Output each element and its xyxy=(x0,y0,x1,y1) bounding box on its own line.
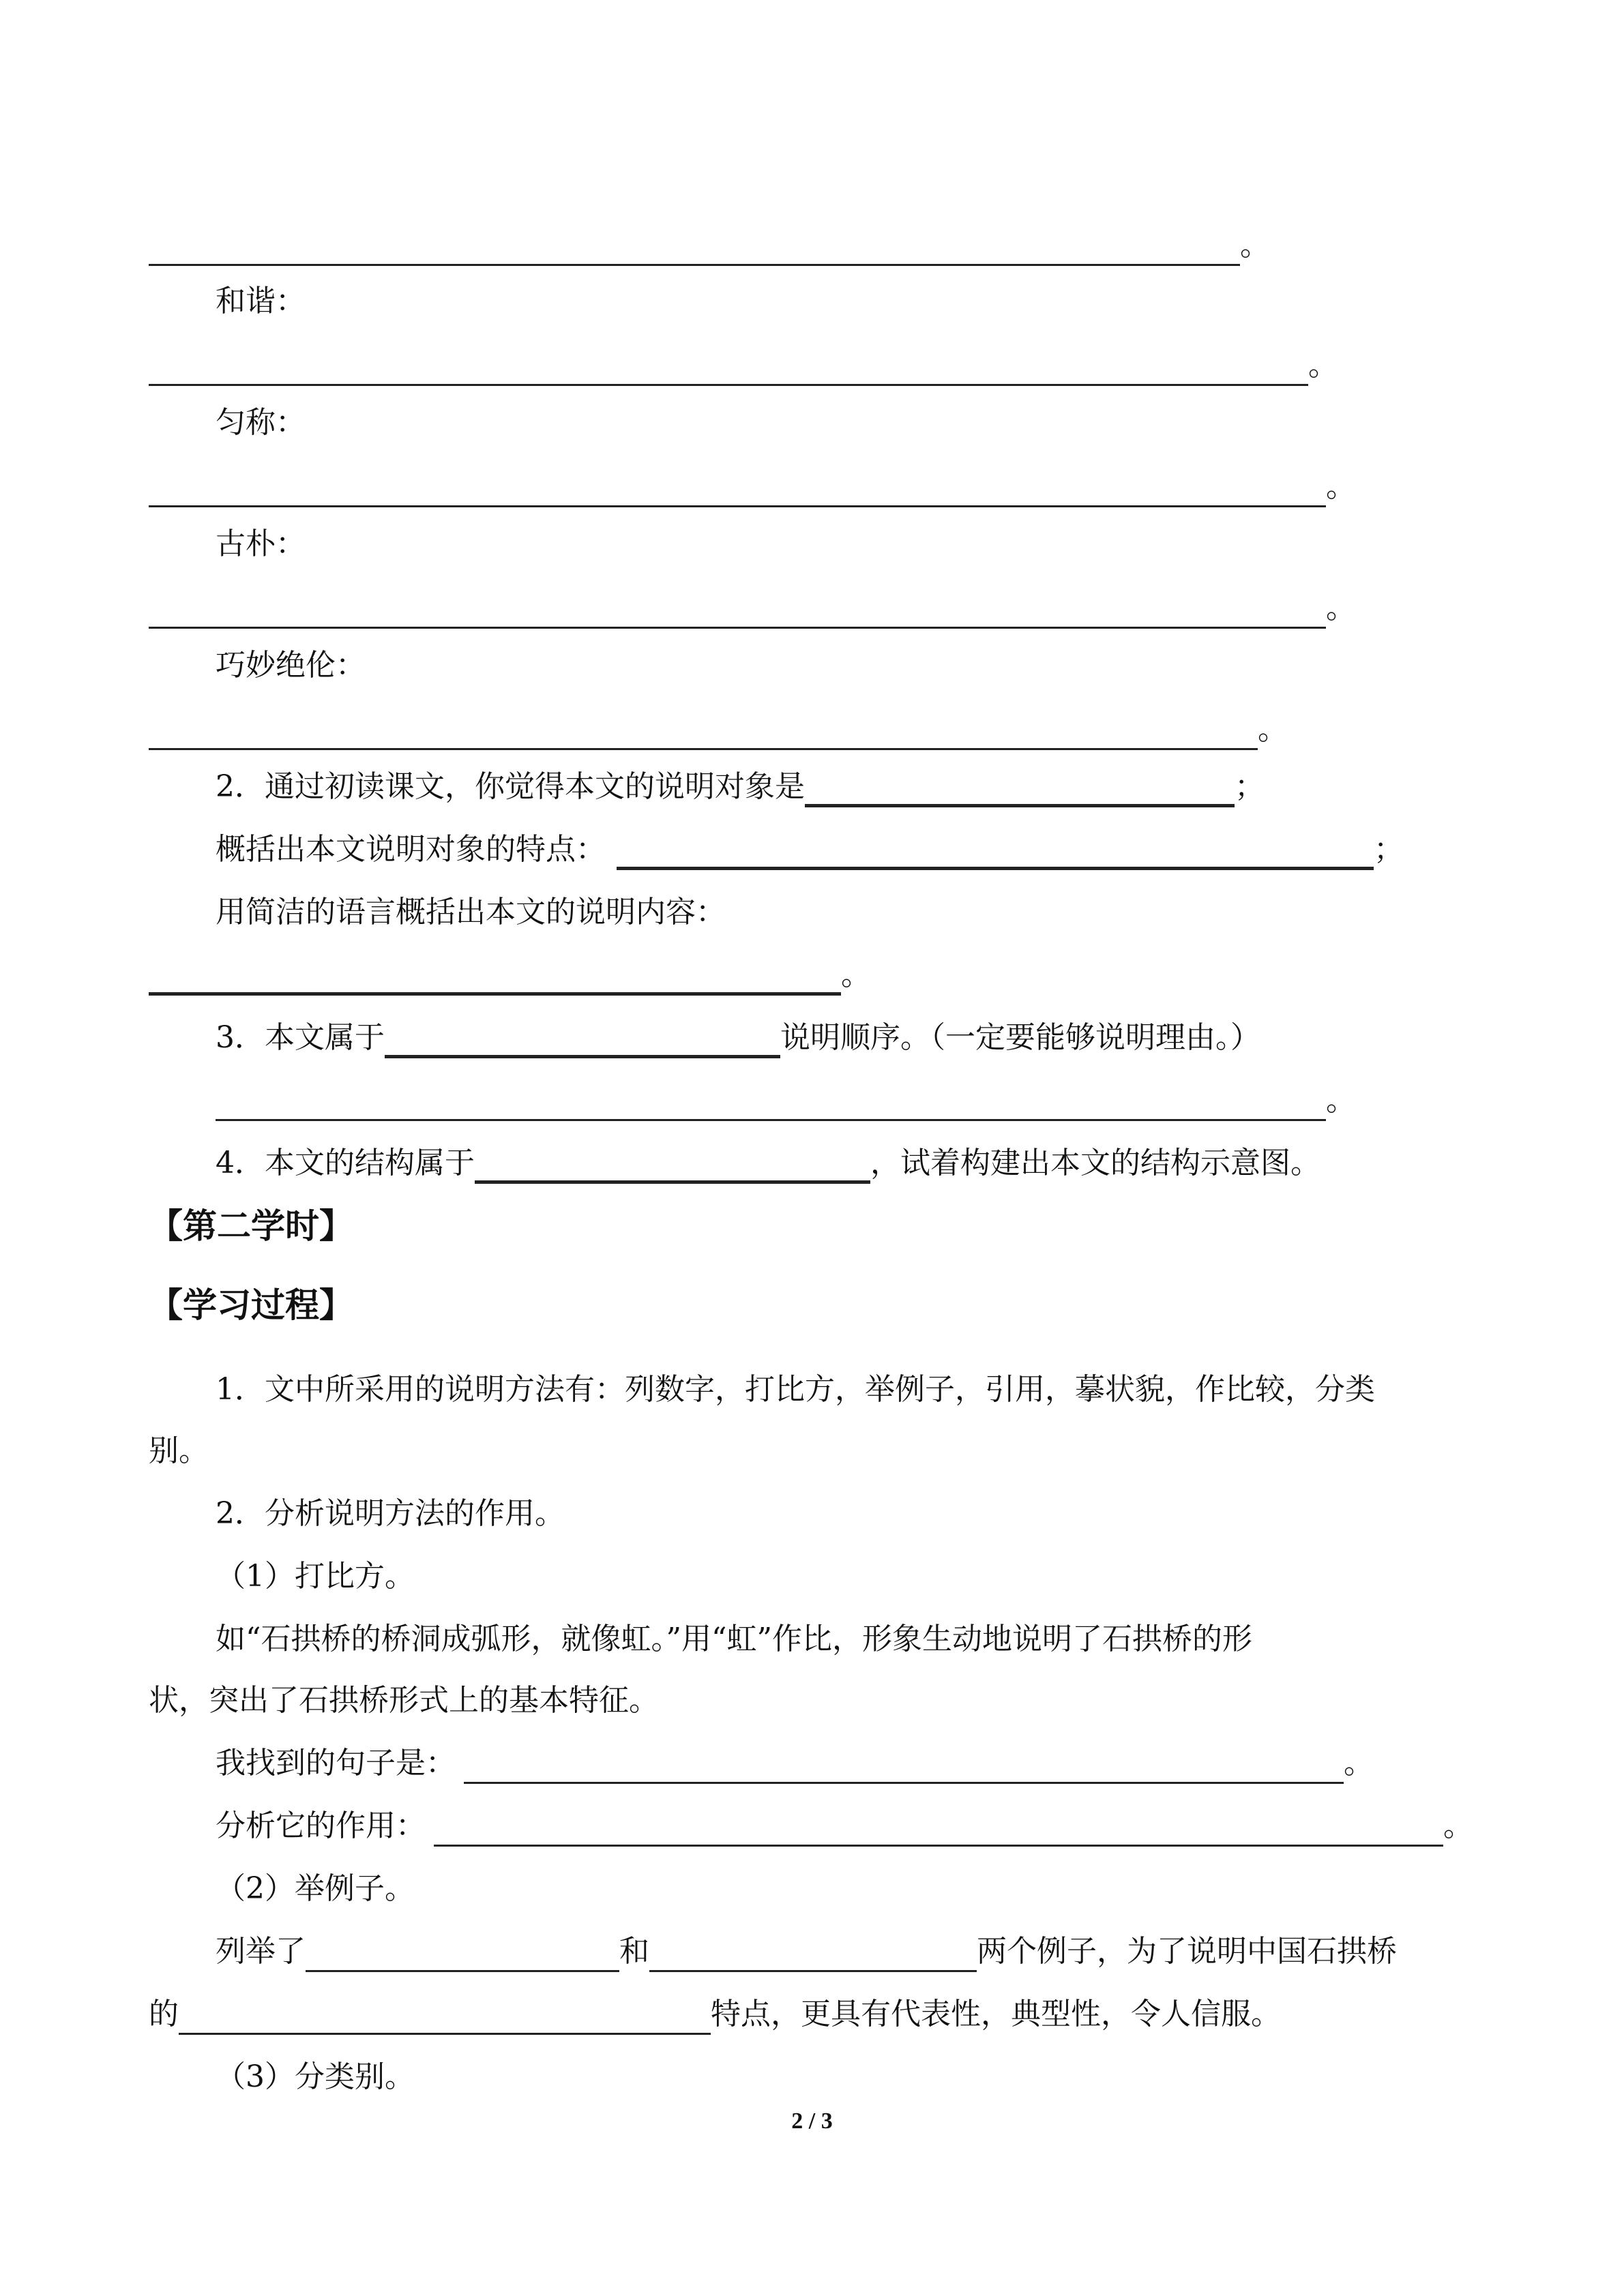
blank[interactable] xyxy=(216,1089,1326,1121)
section-heading: 【学习过程】 xyxy=(149,1285,353,1325)
question-2-content: 用简洁的语言概括出本文的说明内容： xyxy=(216,895,726,929)
answer-line: 。 xyxy=(216,1072,1356,1121)
question-3: 3．本文属于 说明顺序。（一定要能够说明理由。） xyxy=(216,1009,1260,1058)
blank[interactable] xyxy=(149,475,1326,507)
term-label: 古朴： xyxy=(216,526,306,561)
blank[interactable] xyxy=(805,774,1235,807)
question-4: 4．本文的结构属于 ，试着构建出本文的结构示意图。 xyxy=(216,1135,1320,1184)
question-2: 2．通过初读课文，你觉得本文的说明对象是 ； xyxy=(216,758,1265,807)
subheading: （3）分类别。 xyxy=(216,2059,415,2094)
blank[interactable] xyxy=(434,1815,1443,1847)
example-line: 的 特点，更具有代表性，典型性，令人信服。 xyxy=(149,1986,1281,2035)
subheading: （1）打比方。 xyxy=(216,1559,415,1594)
paragraph-line: 2．分析说明方法的作用。 xyxy=(216,1496,565,1531)
section-heading: 【第二学时】 xyxy=(149,1206,353,1246)
blank[interactable] xyxy=(149,597,1326,629)
paragraph-line: 1．文中所采用的说明方法有：列数字，打比方，举例子，引用，摹状貌，作比较，分类 xyxy=(216,1372,1375,1407)
term-label: 和谐： xyxy=(216,284,306,318)
answer-line: 。 xyxy=(149,458,1356,507)
blank[interactable] xyxy=(149,962,841,996)
blank[interactable] xyxy=(475,1150,870,1184)
page-number: 2 / 3 xyxy=(791,2108,833,2134)
answer-line: 。 xyxy=(149,946,871,996)
paragraph-line: 别。 xyxy=(149,1433,209,1468)
paragraph-line: 状，突出了石拱桥形式上的基本特征。 xyxy=(149,1683,659,1718)
term-label: 匀称： xyxy=(216,405,306,440)
answer-line: 。 xyxy=(149,217,1270,266)
blank[interactable] xyxy=(617,837,1374,870)
term-label: 巧妙绝伦： xyxy=(216,648,366,683)
blank[interactable] xyxy=(149,718,1258,750)
blank[interactable] xyxy=(649,1940,977,1972)
question-2-features: 概括出本文说明对象的特点： ； xyxy=(216,821,1404,870)
blank[interactable] xyxy=(149,354,1308,386)
blank[interactable] xyxy=(385,1025,780,1058)
answer-line: 。 xyxy=(149,337,1338,386)
paragraph-line: 如“石拱桥的桥洞成弧形，就像虹。”用“虹”作比，形象生动地说明了石拱桥的形 xyxy=(216,1622,1252,1656)
answer-line: 。 xyxy=(149,701,1288,750)
answer-line: 。 xyxy=(149,580,1356,629)
found-sentence-line: 我找到的句子是： 。 xyxy=(216,1735,1374,1784)
blank[interactable] xyxy=(306,1940,619,1972)
subheading: （2）举例子。 xyxy=(216,1871,415,1906)
blank[interactable] xyxy=(149,234,1240,266)
effect-line: 分析它的作用： 。 xyxy=(216,1798,1473,1847)
example-line: 列举了 和 两个例子，为了说明中国石拱桥 xyxy=(216,1923,1397,1972)
blank[interactable] xyxy=(464,1752,1344,1784)
blank[interactable] xyxy=(179,2003,711,2035)
